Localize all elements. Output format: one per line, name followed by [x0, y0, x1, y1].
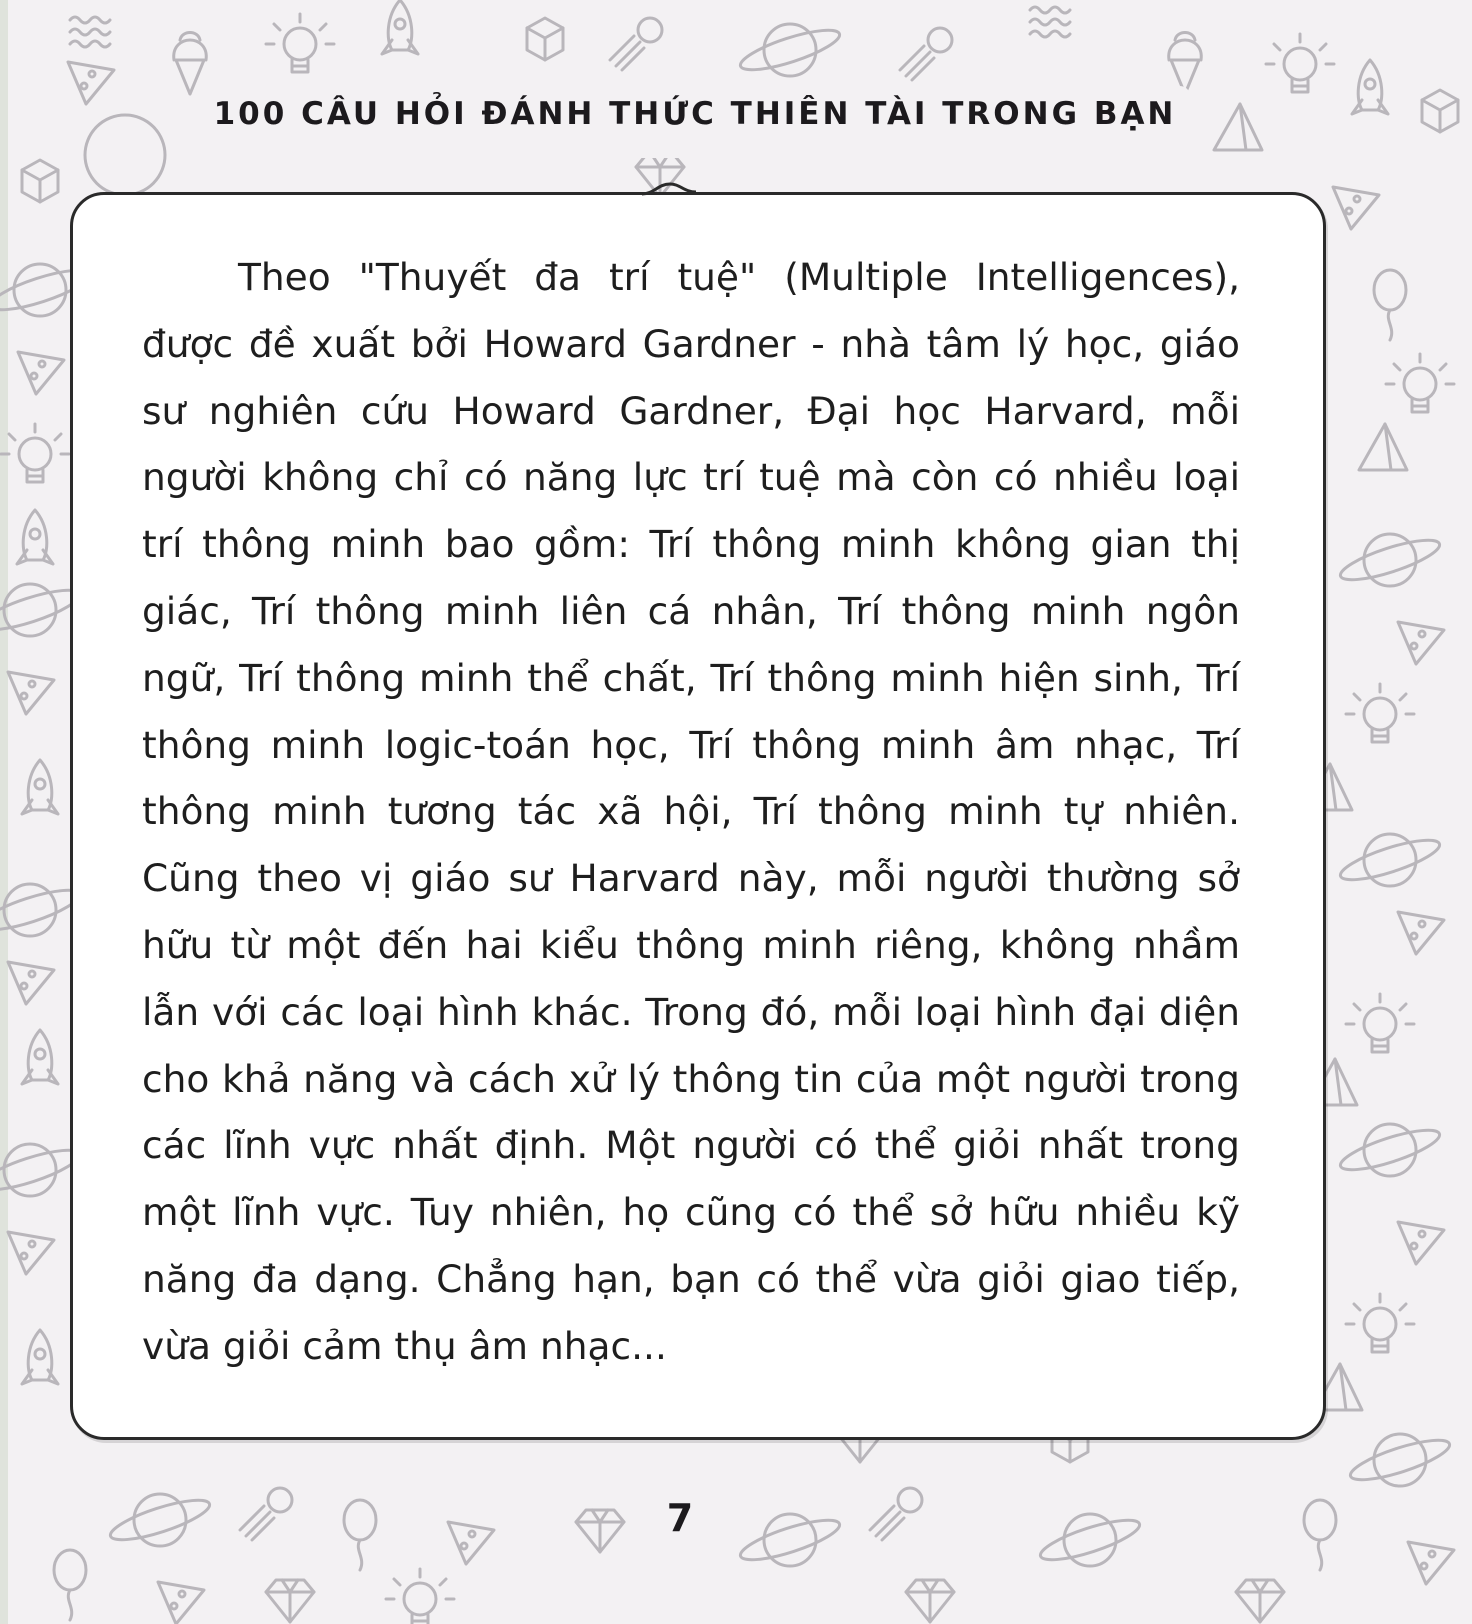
- book-title: 100 CÂU HỎI ĐÁNH THỨC THIÊN TÀI TRONG BẠN: [213, 96, 1177, 132]
- page-number: 7: [666, 1496, 694, 1540]
- body-paragraph: Theo "Thuyết đa trí tuệ" (Multiple Intelligences), được đề xuất bởi Howard Gardner - nhà tâm lý học, giáo sư nghiên cứu Howard Gardner, Đại học Harvard, mỗi người không chỉ có năng lực trí tuệ mà còn có nhiều loại trí thông minh bao gồm: Trí thông minh không gian thị giác, Trí thông minh liên cá nhân, Trí thông minh ngôn ngữ, Trí thông minh thể chất, Trí thông minh hiện sinh, Trí thông minh logic-toán học, Trí thông minh âm nhạc, Trí thông minh tương tác xã hội, Trí thông minh tự nhiên. Cũng theo vị giáo sư Harvard này, mỗi người thường sở hữu từ một đến hai kiểu thông minh riêng, không nhầm lẫn với các loại hình khác. Trong đó, mỗi loại hình đại diện cho khả năng và cách xử lý thông tin của một người trong các lĩnh vực nhất định. Một người có thể giỏi nhất trong một lĩnh vực. Tuy nhiên, họ cũng có thể sở hữu nhiều kỹ năng đa dạng. Chẳng hạn, bạn có thể vừa giỏi giao tiếp, vừa giỏi cảm thụ âm nhạc...: [142, 255, 1240, 1368]
- box-tab-squiggle: [640, 178, 698, 200]
